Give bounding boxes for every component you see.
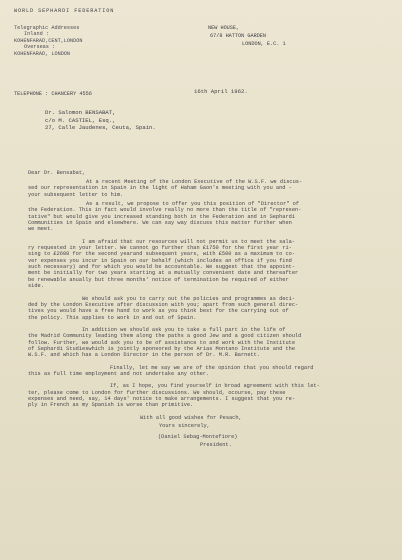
body-line: In addition we should ask you to take a full part in the life of	[82, 326, 286, 333]
overseas-label: Overseas :	[24, 44, 56, 51]
body-line: this as full time employment and not undertake any other.	[28, 370, 210, 377]
paragraph-3	[28, 239, 380, 290]
body-line: ply in French as my Spanish is worse than primitive.	[28, 402, 194, 409]
body-line: ded by the London Executive after discussion with you; apart from such general direc-	[28, 301, 299, 308]
body-line: I am afraid that our resources will not permit us to meet the sala-	[82, 238, 295, 245]
recipient-address	[45, 110, 156, 133]
body-line: ment be initially for two years starting at a mutually convenient date and thereafter	[28, 270, 299, 277]
body-line: the policy. This applies to work in and out of Spain.	[28, 314, 197, 321]
paragraph-1	[28, 179, 380, 198]
salutation: Dear Dr. Bensabat,	[28, 170, 86, 176]
body-line: ter, please come to London for further discussions. We should, ocourse, pay these	[28, 389, 286, 396]
hq-name: NEW HOUSE,	[208, 25, 240, 31]
body-line: tives you would have a free hand to work as you think best for the carrying out of	[28, 308, 289, 315]
body-line: the Madrid Community leading them along the paths a good Jew and a good citizen should	[28, 333, 302, 340]
telegraphic-heading: Telegraphic Addresses	[14, 25, 80, 31]
closing-wishes: With all good wishes for Pesach,	[140, 414, 242, 421]
body-line: sing to £2600 for the second yearand subsequent years, with £500 as a maximum to co-	[28, 251, 296, 258]
body-line: As a result, we propose to offer you this position of "Director" of	[86, 201, 299, 208]
body-line: be renewable anually but three months' notice of termination be required of either	[28, 276, 289, 283]
inland-label: Inland :	[24, 31, 49, 38]
telegraphic-addresses	[14, 26, 83, 58]
recipient-line: Dr. Salomon BENSABAT,	[45, 109, 116, 116]
body-line: At a recent Meeting of the London Executive of the W.S.F. we discus-	[86, 179, 303, 185]
body-line: of Sephardi Studieswhich is jointly sponsored by the Arias Montano Institute and the	[28, 345, 296, 352]
letter-body	[28, 170, 380, 450]
overseas-address: KOHENFARAD, LONDON	[14, 50, 71, 57]
complimentary-close: Yours sincerely,	[159, 422, 210, 429]
hq-city: LONDON, E.C. 1	[242, 41, 286, 47]
signature-title: President.	[200, 441, 232, 448]
body-line: ver expenses you incur in Spain on our behalf (which includes an office if you find	[28, 257, 292, 264]
body-line: W.S.F. and which has a London Director in the person of Dr. M.R. Barnett.	[28, 352, 261, 359]
headquarters-address	[208, 26, 286, 50]
body-line: tative" but would give you increased standing both in the Federation and in Sephardi	[28, 213, 296, 220]
recipient-line: c/o M. CASTIEL, Esq.,	[45, 116, 116, 124]
body-line: sed our representation in Spain in the light of Haham Gaon's meeting with you and -	[28, 185, 292, 192]
paragraph-2	[28, 201, 380, 233]
body-line: such necessary) and for which you would be accountable. We suggest that the appoint-	[28, 264, 296, 271]
hq-street: 67/8 HATTON GARDEN	[210, 33, 267, 39]
body-line: If, as I hope, you find yourself in broad agreement with this let-	[110, 383, 320, 390]
body-line: we meet.	[28, 226, 54, 233]
body-line: side.	[28, 283, 44, 290]
body-line: expenses and need, say, 14 days' notice to make arrangements. I suggest that you re-	[28, 395, 296, 402]
body-line: ry requested in your letter. We cannot go further than £1750 for the first year ri-	[28, 245, 292, 252]
body-line: Finally, let me say we are of the opinion that you should regard	[110, 364, 314, 371]
body-line: Communities in Spain and elsewhere. We can say way discuss this matter further when	[28, 220, 292, 227]
paragraph-6	[28, 365, 380, 378]
letter-date: 16th April 1962.	[194, 88, 248, 95]
paragraph-7	[28, 383, 380, 408]
body-line: follow. Further, we would ask you to be of assistance to and work with the Institute	[28, 339, 296, 346]
recipient-line: 27, Calle Jaudenes, Ceuta, Spain.	[45, 124, 156, 131]
signature-name: (Daniel Sebag-Montefiore)	[158, 433, 238, 440]
paragraph-5	[28, 327, 380, 359]
body-line: We should ask you to carry out the policies and programmes as deci-	[82, 295, 295, 302]
organization-name: WORLD SEPHARDI FEDERATION	[14, 8, 115, 14]
body-line: your subsequent letter to him.	[28, 191, 124, 198]
body-line: the Federation. This in fact would involve really no more than the title of "represen-	[28, 207, 302, 214]
telephone-line: TELEPHONE : CHANCERY 4556	[14, 91, 92, 97]
paragraph-4	[28, 296, 380, 321]
inland-address: KOHENFARAD,CENT,LONDON	[14, 37, 83, 44]
